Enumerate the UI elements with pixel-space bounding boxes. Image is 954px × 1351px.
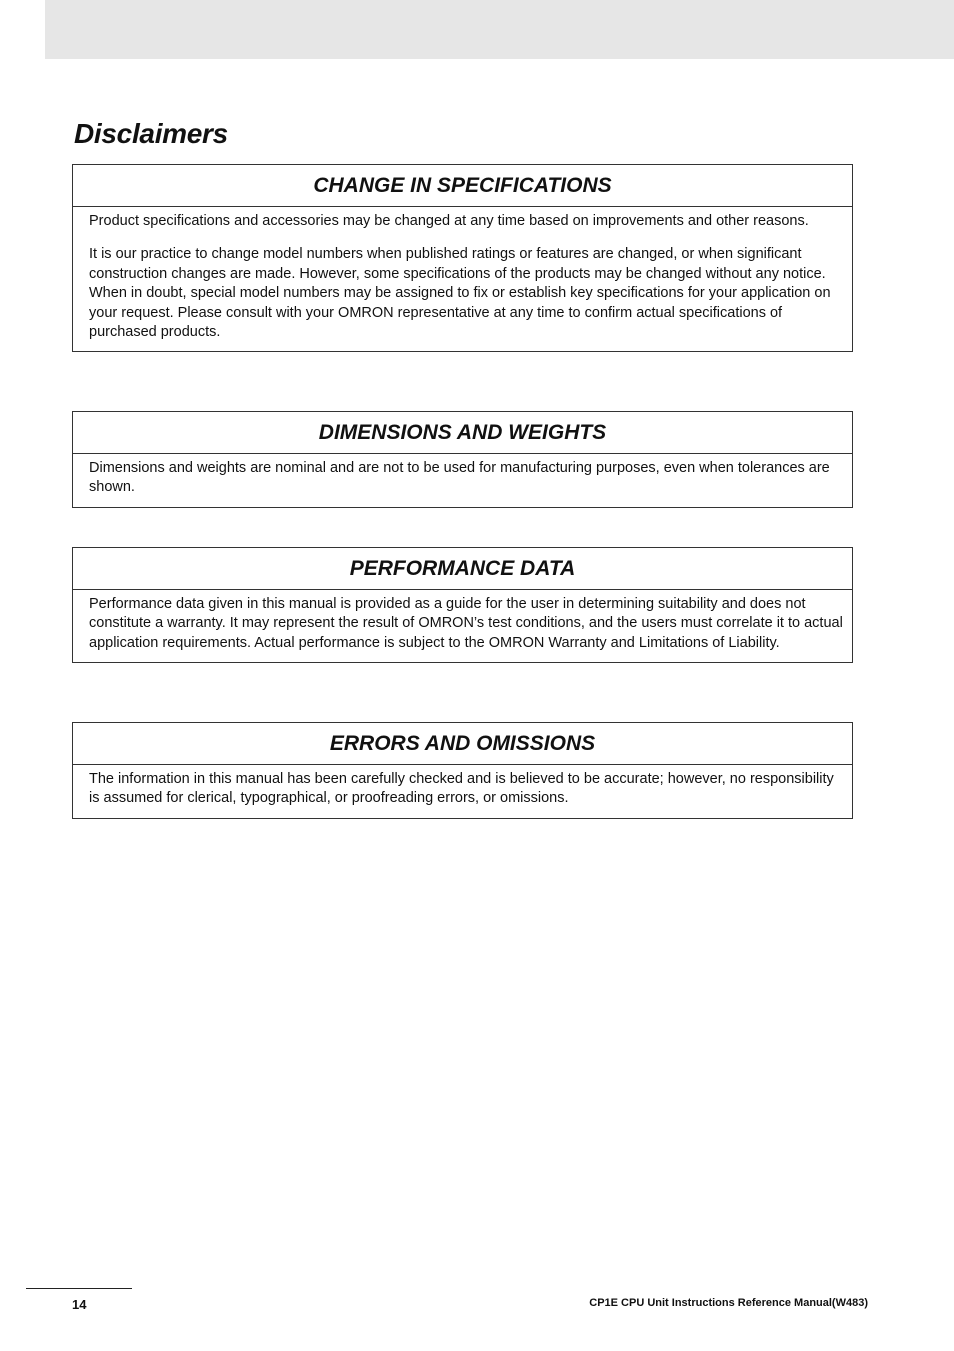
footer-rule [26, 1288, 132, 1289]
paragraph: Product specifications and accessories may be changed at any time based on improvements and other reasons. [89, 213, 809, 229]
section-header [73, 412, 852, 454]
section-body [73, 454, 852, 507]
section-header [73, 165, 852, 207]
section-heading: ERRORS AND OMISSIONS [329, 731, 596, 755]
section-heading: PERFORMANCE DATA [349, 556, 576, 580]
page-title: Disclaimers [74, 118, 228, 149]
paragraph: Performance data given in this manual is provided as a guide for the user in determining suitability and does not constitute a warranty. It may represent the result of OMRON’s test conditions, and the users must correlate it to actual application requirements. Actual performance is subject to the OMRON Warranty and Limitations of Liability. [89, 596, 843, 651]
section-body [73, 765, 852, 818]
section-change-in-specifications [72, 164, 853, 352]
section-performance-data [72, 547, 853, 663]
section-heading: DIMENSIONS AND WEIGHTS [318, 420, 607, 444]
section-header [73, 548, 852, 590]
header-band [45, 0, 954, 59]
section-header [73, 723, 852, 765]
section-body [73, 207, 852, 351]
paragraph: It is our practice to change model numbers when published ratings or features are changed, or when significant construction changes are made. However, some specifications of the products may be changed without any notice. When in doubt, special model numbers may be assigned to fix or establish key specifications for your application on your request. Please consult with your OMRON representative at any time to confirm actual specifications of purchased products. [89, 246, 831, 341]
paragraph: The information in this manual has been carefully checked and is believed to be accurate; however, no responsibility is assumed for clerical, typographical, or proofreading errors, or omissions. [89, 771, 834, 807]
section-body [73, 590, 852, 662]
section-errors-and-omissions [72, 722, 853, 819]
manual-title: CP1E CPU Unit Instructions Reference Manual(W483) [589, 1297, 868, 1309]
section-heading: CHANGE IN SPECIFICATIONS [313, 173, 612, 197]
page-number: 14 [72, 1297, 87, 1312]
paragraph: Dimensions and weights are nominal and are not to be used for manufacturing purposes, even when tolerances are shown. [89, 460, 830, 496]
section-dimensions-and-weights [72, 411, 853, 508]
